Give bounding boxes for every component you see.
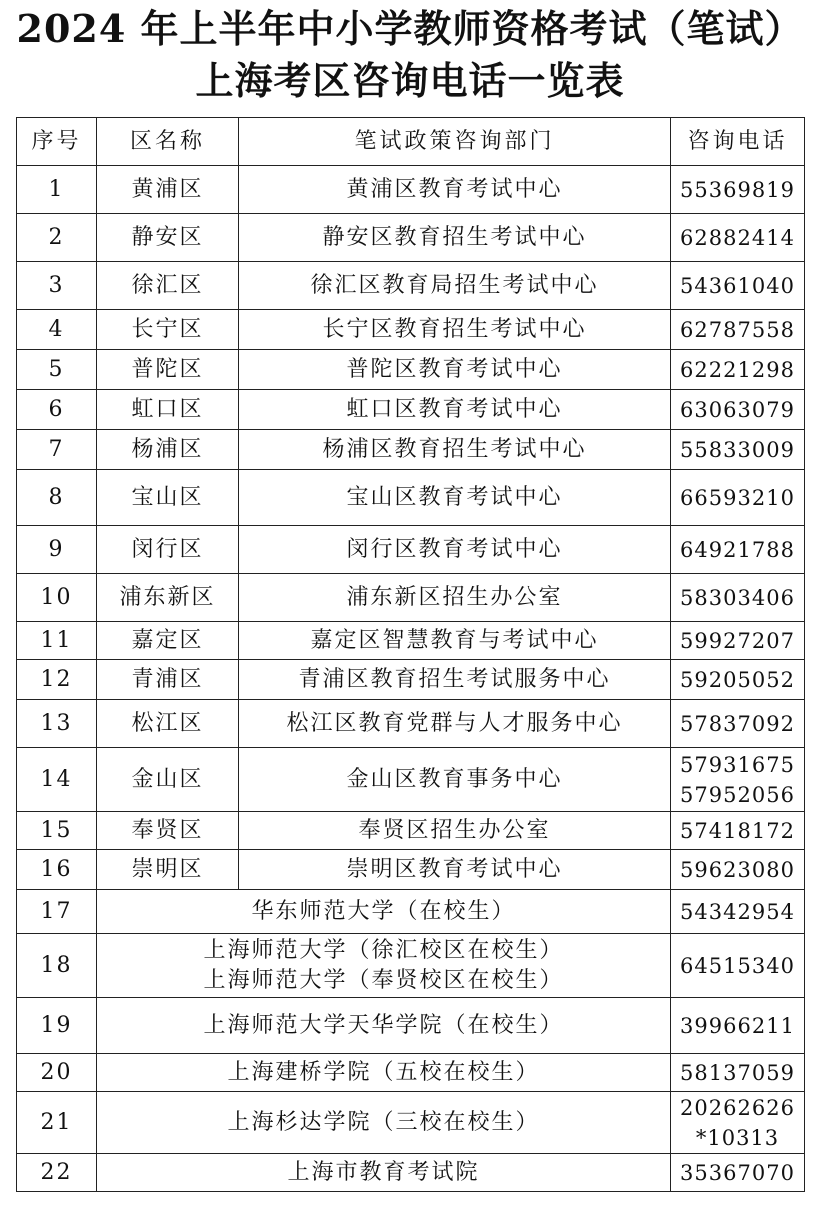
row-dept: 普陀区教育考试中心 bbox=[239, 350, 671, 390]
row-no: 1 bbox=[17, 166, 97, 214]
table-row bbox=[17, 470, 805, 526]
table-row bbox=[17, 526, 805, 574]
row-phone: 64921788 bbox=[671, 526, 805, 574]
row-no: 12 bbox=[17, 660, 97, 700]
row-no: 13 bbox=[17, 700, 97, 748]
row-district: 宝山区 bbox=[97, 470, 239, 526]
header-dept: 笔试政策咨询部门 bbox=[239, 118, 671, 166]
table-row bbox=[17, 1054, 805, 1092]
row-phone: 58303406 bbox=[671, 574, 805, 622]
row-no: 7 bbox=[17, 430, 97, 470]
row-dept: 徐汇区教育局招生考试中心 bbox=[239, 262, 671, 310]
row-district: 杨浦区 bbox=[97, 430, 239, 470]
table-row bbox=[17, 430, 805, 470]
row-phone: 57418172 bbox=[671, 812, 805, 850]
row-phone: 66593210 bbox=[671, 470, 805, 526]
table-row bbox=[17, 660, 805, 700]
row-dept: 华东师范大学（在校生） bbox=[97, 890, 671, 934]
row-no: 18 bbox=[17, 934, 97, 998]
row-phone: 35367070 bbox=[671, 1154, 805, 1192]
row-phone: 62882414 bbox=[671, 214, 805, 262]
row-no: 9 bbox=[17, 526, 97, 574]
row-district: 黄浦区 bbox=[97, 166, 239, 214]
table-row bbox=[17, 812, 805, 850]
row-no: 21 bbox=[17, 1092, 97, 1154]
row-no: 20 bbox=[17, 1054, 97, 1092]
row-district: 崇明区 bbox=[97, 850, 239, 890]
row-phone: 62787558 bbox=[671, 310, 805, 350]
row-district: 松江区 bbox=[97, 700, 239, 748]
table-row bbox=[17, 350, 805, 390]
row-phone: 20262626 *10313 bbox=[671, 1092, 805, 1154]
row-dept: 上海市教育考试院 bbox=[97, 1154, 671, 1192]
row-no: 19 bbox=[17, 998, 97, 1054]
row-district: 青浦区 bbox=[97, 660, 239, 700]
row-phone: 62221298 bbox=[671, 350, 805, 390]
row-phone: 55369819 bbox=[671, 166, 805, 214]
table-row bbox=[17, 214, 805, 262]
row-district: 静安区 bbox=[97, 214, 239, 262]
row-district: 普陀区 bbox=[97, 350, 239, 390]
row-dept: 长宁区教育招生考试中心 bbox=[239, 310, 671, 350]
row-district: 金山区 bbox=[97, 748, 239, 812]
row-dept: 上海师范大学（徐汇校区在校生） 上海师范大学（奉贤校区在校生） bbox=[97, 934, 671, 998]
row-dept: 嘉定区智慧教育与考试中心 bbox=[239, 622, 671, 660]
row-no: 5 bbox=[17, 350, 97, 390]
row-district: 浦东新区 bbox=[97, 574, 239, 622]
contact-table bbox=[16, 117, 805, 1192]
table-row bbox=[17, 622, 805, 660]
table-row bbox=[17, 934, 805, 998]
row-phone: 39966211 bbox=[671, 998, 805, 1054]
row-dept: 杨浦区教育招生考试中心 bbox=[239, 430, 671, 470]
row-no: 6 bbox=[17, 390, 97, 430]
row-phone: 57837092 bbox=[671, 700, 805, 748]
row-district: 奉贤区 bbox=[97, 812, 239, 850]
page-title-line-2: 上海考区咨询电话一览表 bbox=[195, 58, 625, 103]
row-no: 15 bbox=[17, 812, 97, 850]
row-phone: 59927207 bbox=[671, 622, 805, 660]
row-dept: 浦东新区招生办公室 bbox=[239, 574, 671, 622]
row-dept: 静安区教育招生考试中心 bbox=[239, 214, 671, 262]
table-row bbox=[17, 748, 805, 812]
row-phone: 55833009 bbox=[671, 430, 805, 470]
row-no: 3 bbox=[17, 262, 97, 310]
row-district: 徐汇区 bbox=[97, 262, 239, 310]
row-dept: 上海建桥学院（五校在校生） bbox=[97, 1054, 671, 1092]
header-no: 序号 bbox=[17, 118, 97, 166]
row-no: 11 bbox=[17, 622, 97, 660]
row-phone: 54342954 bbox=[671, 890, 805, 934]
row-phone: 63063079 bbox=[671, 390, 805, 430]
row-district: 嘉定区 bbox=[97, 622, 239, 660]
table-row bbox=[17, 700, 805, 748]
row-no: 2 bbox=[17, 214, 97, 262]
row-district: 闵行区 bbox=[97, 526, 239, 574]
table-row bbox=[17, 850, 805, 890]
row-dept: 青浦区教育招生考试服务中心 bbox=[239, 660, 671, 700]
table-row bbox=[17, 1154, 805, 1192]
table-row bbox=[17, 574, 805, 622]
table-row bbox=[17, 166, 805, 214]
row-dept: 黄浦区教育考试中心 bbox=[239, 166, 671, 214]
row-phone: 59623080 bbox=[671, 850, 805, 890]
table-row bbox=[17, 1092, 805, 1154]
row-dept: 虹口区教育考试中心 bbox=[239, 390, 671, 430]
row-no: 17 bbox=[17, 890, 97, 934]
row-phone: 54361040 bbox=[671, 262, 805, 310]
row-phone: 59205052 bbox=[671, 660, 805, 700]
row-dept: 松江区教育党群与人才服务中心 bbox=[239, 700, 671, 748]
table-row bbox=[17, 890, 805, 934]
row-phone: 64515340 bbox=[671, 934, 805, 998]
row-district: 长宁区 bbox=[97, 310, 239, 350]
header-phone: 咨询电话 bbox=[671, 118, 805, 166]
row-dept: 闵行区教育考试中心 bbox=[239, 526, 671, 574]
table-row bbox=[17, 390, 805, 430]
row-phone: 58137059 bbox=[671, 1054, 805, 1092]
row-dept: 崇明区教育考试中心 bbox=[239, 850, 671, 890]
row-dept: 金山区教育事务中心 bbox=[239, 748, 671, 812]
row-dept: 宝山区教育考试中心 bbox=[239, 470, 671, 526]
row-no: 4 bbox=[17, 310, 97, 350]
table-row bbox=[17, 262, 805, 310]
row-no: 22 bbox=[17, 1154, 97, 1192]
header-district: 区名称 bbox=[97, 118, 239, 166]
table-row bbox=[17, 998, 805, 1054]
row-dept: 上海师范大学天华学院（在校生） bbox=[97, 998, 671, 1054]
page-title-line-1: 2024 年上半年中小学教师资格考试（笔试） bbox=[16, 6, 804, 51]
row-district: 虹口区 bbox=[97, 390, 239, 430]
row-no: 10 bbox=[17, 574, 97, 622]
row-no: 16 bbox=[17, 850, 97, 890]
row-no: 8 bbox=[17, 470, 97, 526]
row-dept: 奉贤区招生办公室 bbox=[239, 812, 671, 850]
row-phone: 57931675 57952056 bbox=[671, 748, 805, 812]
row-dept: 上海杉达学院（三校在校生） bbox=[97, 1092, 671, 1154]
header-row bbox=[17, 118, 805, 166]
row-no: 14 bbox=[17, 748, 97, 812]
table-row bbox=[17, 310, 805, 350]
